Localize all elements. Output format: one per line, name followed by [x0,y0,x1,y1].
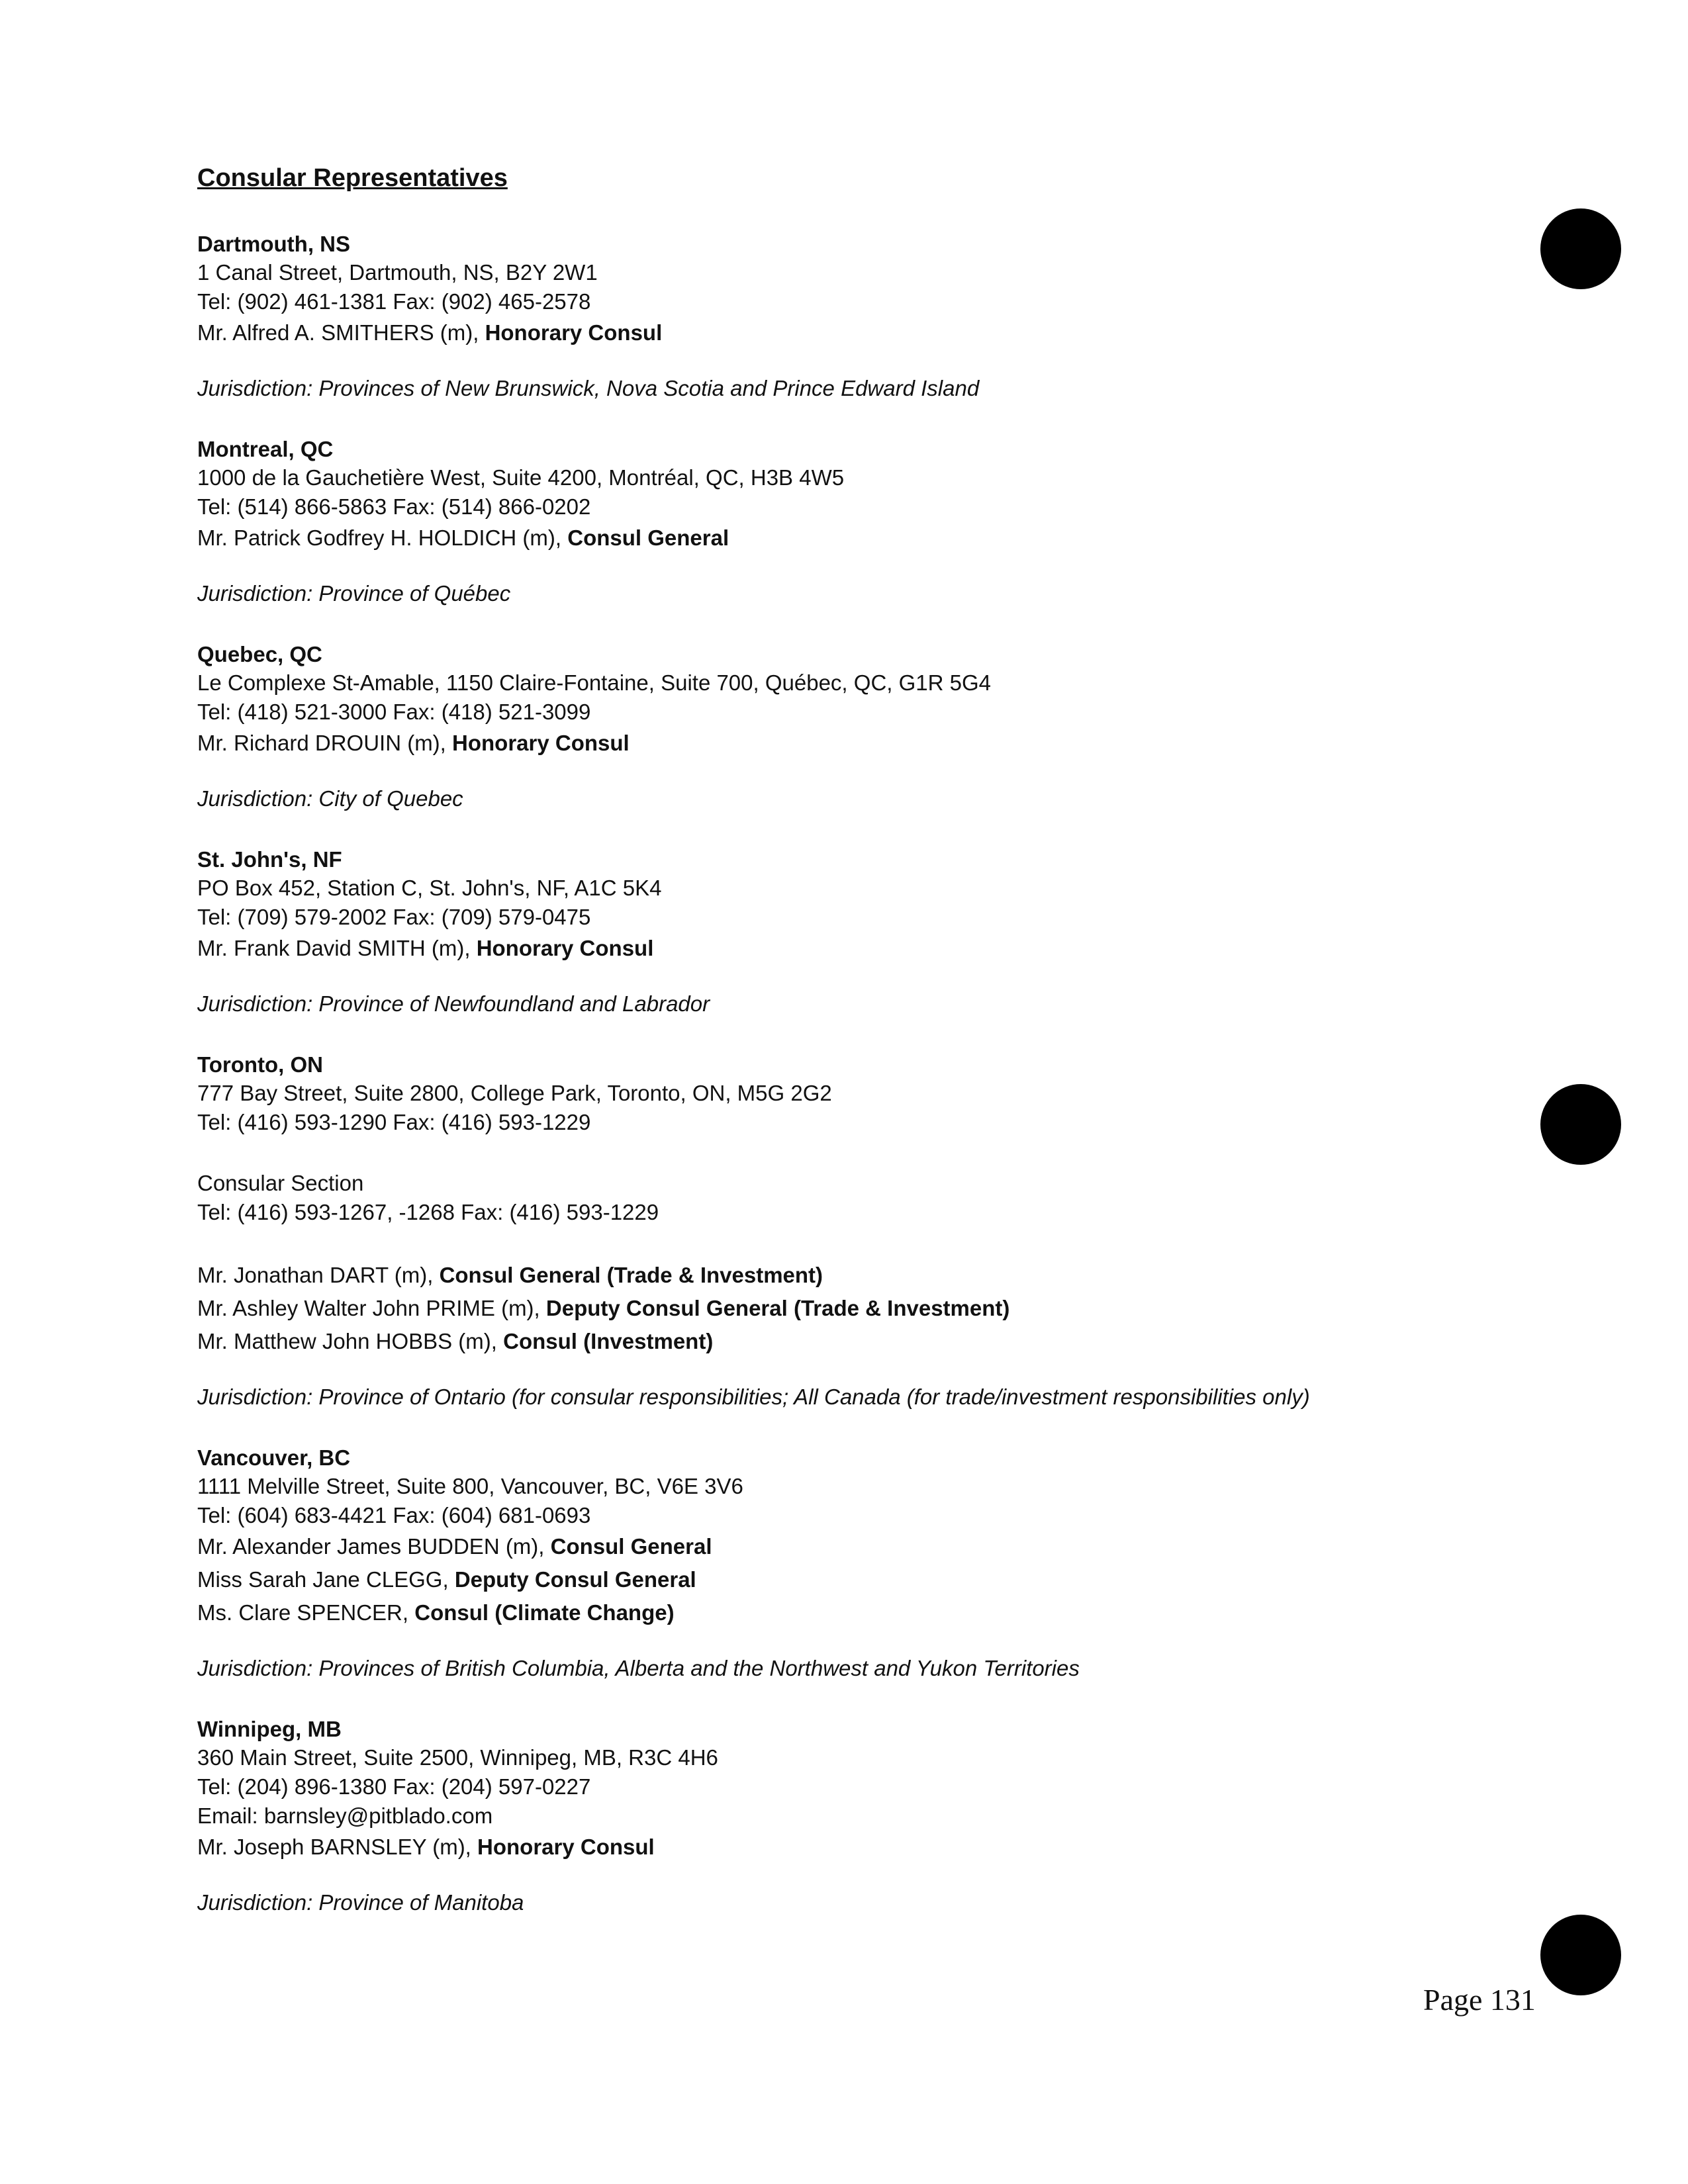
person-name: Mr. Matthew John HOBBS (m), [197,1329,504,1353]
person-name: Mr. Joseph BARNSLEY (m), [197,1835,478,1859]
section-dartmouth [197,230,1521,402]
city-heading: Dartmouth, NS [197,232,350,256]
jurisdiction: Jurisdiction: Provinces of New Brunswick, Nova Scotia and Prince Edward Island [197,376,980,400]
tel-fax: Tel: (902) 461-1381 Fax: (902) 465-2578 [197,289,591,314]
person-title: Consul General [567,525,729,550]
person [197,1325,1521,1358]
jurisdiction: Jurisdiction: City of Quebec [197,786,463,811]
person-title: Honorary Consul [485,320,663,345]
jurisdiction: Jurisdiction: Province of Québec [197,581,511,606]
person [197,1831,1521,1864]
person-title: Honorary Consul [476,936,654,960]
person-name: Mr. Patrick Godfrey H. HOLDICH (m), [197,525,568,550]
city-heading: Vancouver, BC [197,1445,351,1470]
section-montreal [197,435,1521,608]
person-title: Deputy Consul General (Trade & Investment) [545,1296,1010,1320]
jurisdiction: Jurisdiction: Provinces of British Columbia, Alberta and the Northwest and Yukon Territories [197,1656,1080,1680]
city-heading: Quebec, QC [197,642,322,666]
person [197,727,1521,760]
person-name: Ms. Clare SPENCER, [197,1600,415,1625]
address: 1111 Melville Street, Suite 800, Vancouver, BC, V6E 3V6 [197,1474,743,1498]
spacer [197,1137,1521,1169]
spacer [197,1227,1521,1259]
address: 1 Canal Street, Dartmouth, NS, B2Y 2W1 [197,260,598,285]
person [197,1259,1521,1292]
consular-tel-fax: Tel: (416) 593-1267, -1268 Fax: (416) 593-1229 [197,1200,659,1224]
tel-fax: Tel: (514) 866-5863 Fax: (514) 866-0202 [197,494,591,519]
person [197,1530,1521,1563]
city-heading: Montreal, QC [197,437,334,461]
jurisdiction: Jurisdiction: Province of Ontario (for consular responsibilities; All Canada (for trade/investment responsibilities only) [197,1385,1310,1409]
section-winnipeg [197,1715,1521,1917]
city-heading: Winnipeg, MB [197,1717,342,1741]
tel-fax: Tel: (709) 579-2002 Fax: (709) 579-0475 [197,905,591,929]
person [197,1292,1521,1325]
page-heading: Consular Representatives [197,164,508,192]
tel-fax: Tel: (204) 896-1380 Fax: (204) 597-0227 [197,1774,591,1799]
city-heading: St. John's, NF [197,847,342,872]
punch-hole-bottom [1540,1915,1621,1995]
person-name: Miss Sarah Jane CLEGG, [197,1567,455,1592]
address: 360 Main Street, Suite 2500, Winnipeg, MB, R3C 4H6 [197,1745,718,1770]
address: 777 Bay Street, Suite 2800, College Park, Toronto, ON, M5G 2G2 [197,1081,832,1105]
person-title: Honorary Consul [452,731,630,755]
person-title: Consul General (Trade & Investment) [439,1263,823,1287]
person-title: Deputy Consul General [454,1567,696,1592]
city-heading: Toronto, ON [197,1052,324,1077]
person [197,1596,1521,1629]
person-name: Mr. Jonathan DART (m), [197,1263,440,1287]
person-name: Mr. Ashley Walter John PRIME (m), [197,1296,546,1320]
punch-hole-middle [1540,1084,1621,1165]
jurisdiction: Jurisdiction: Province of Newfoundland and Labrador [197,991,710,1016]
section-vancouver [197,1444,1521,1682]
address: Le Complexe St-Amable, 1150 Claire-Fontaine, Suite 700, Québec, QC, G1R 5G4 [197,670,992,695]
person [197,522,1521,555]
section-quebec [197,641,1521,813]
page-content [197,165,1521,1950]
person-name: Mr. Alfred A. SMITHERS (m), [197,320,485,345]
section-toronto [197,1051,1521,1411]
person [197,1563,1521,1596]
person-name: Mr. Frank David SMITH (m), [197,936,477,960]
person [197,932,1521,965]
address: PO Box 452, Station C, St. John's, NF, A1C 5K4 [197,876,662,900]
person-title: Consul (Climate Change) [414,1600,675,1625]
email: Email: barnsley@pitblado.com [197,1803,493,1828]
page-number: Page 131 [1423,1983,1536,2017]
person-title: Consul General [550,1534,712,1559]
person-name: Mr. Alexander James BUDDEN (m), [197,1534,551,1559]
punch-hole-top [1540,208,1621,289]
tel-fax: Tel: (418) 521-3000 Fax: (418) 521-3099 [197,700,591,724]
section-st-johns [197,846,1521,1018]
address: 1000 de la Gauchetière West, Suite 4200, Montréal, QC, H3B 4W5 [197,465,845,490]
person [197,316,1521,349]
person-title: Honorary Consul [477,1835,655,1859]
person-title: Consul (Investment) [503,1329,714,1353]
tel-fax: Tel: (416) 593-1290 Fax: (416) 593-1229 [197,1110,591,1134]
tel-fax: Tel: (604) 683-4421 Fax: (604) 681-0693 [197,1503,591,1527]
consular-section-label: Consular Section [197,1171,364,1195]
jurisdiction: Jurisdiction: Province of Manitoba [197,1890,524,1915]
person-name: Mr. Richard DROUIN (m), [197,731,453,755]
